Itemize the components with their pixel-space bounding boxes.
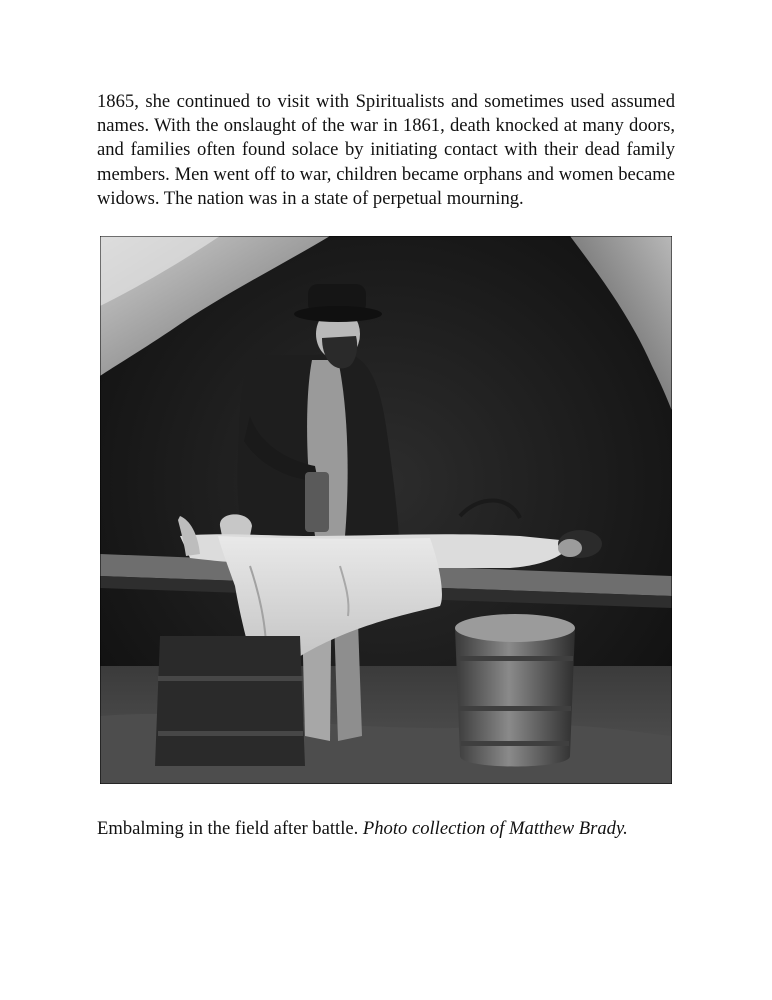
caption-text: Embalming in the field after battle. — [97, 818, 363, 839]
embalming-photograph — [100, 236, 672, 784]
caption-credit: Photo collection of Matthew Brady. — [362, 818, 628, 839]
body-paragraph: 1865, she continued to visit with Spiritualists and sometimes used assumed names. With the onslaught of the war in 1861, death knocked at many doors, and families often found solace by initiating contact with their dead family members. Men went off to war, children became orphans and women became widows. The nation was in a state of perpetual mourning. — [97, 91, 675, 209]
photo-caption — [97, 817, 717, 841]
